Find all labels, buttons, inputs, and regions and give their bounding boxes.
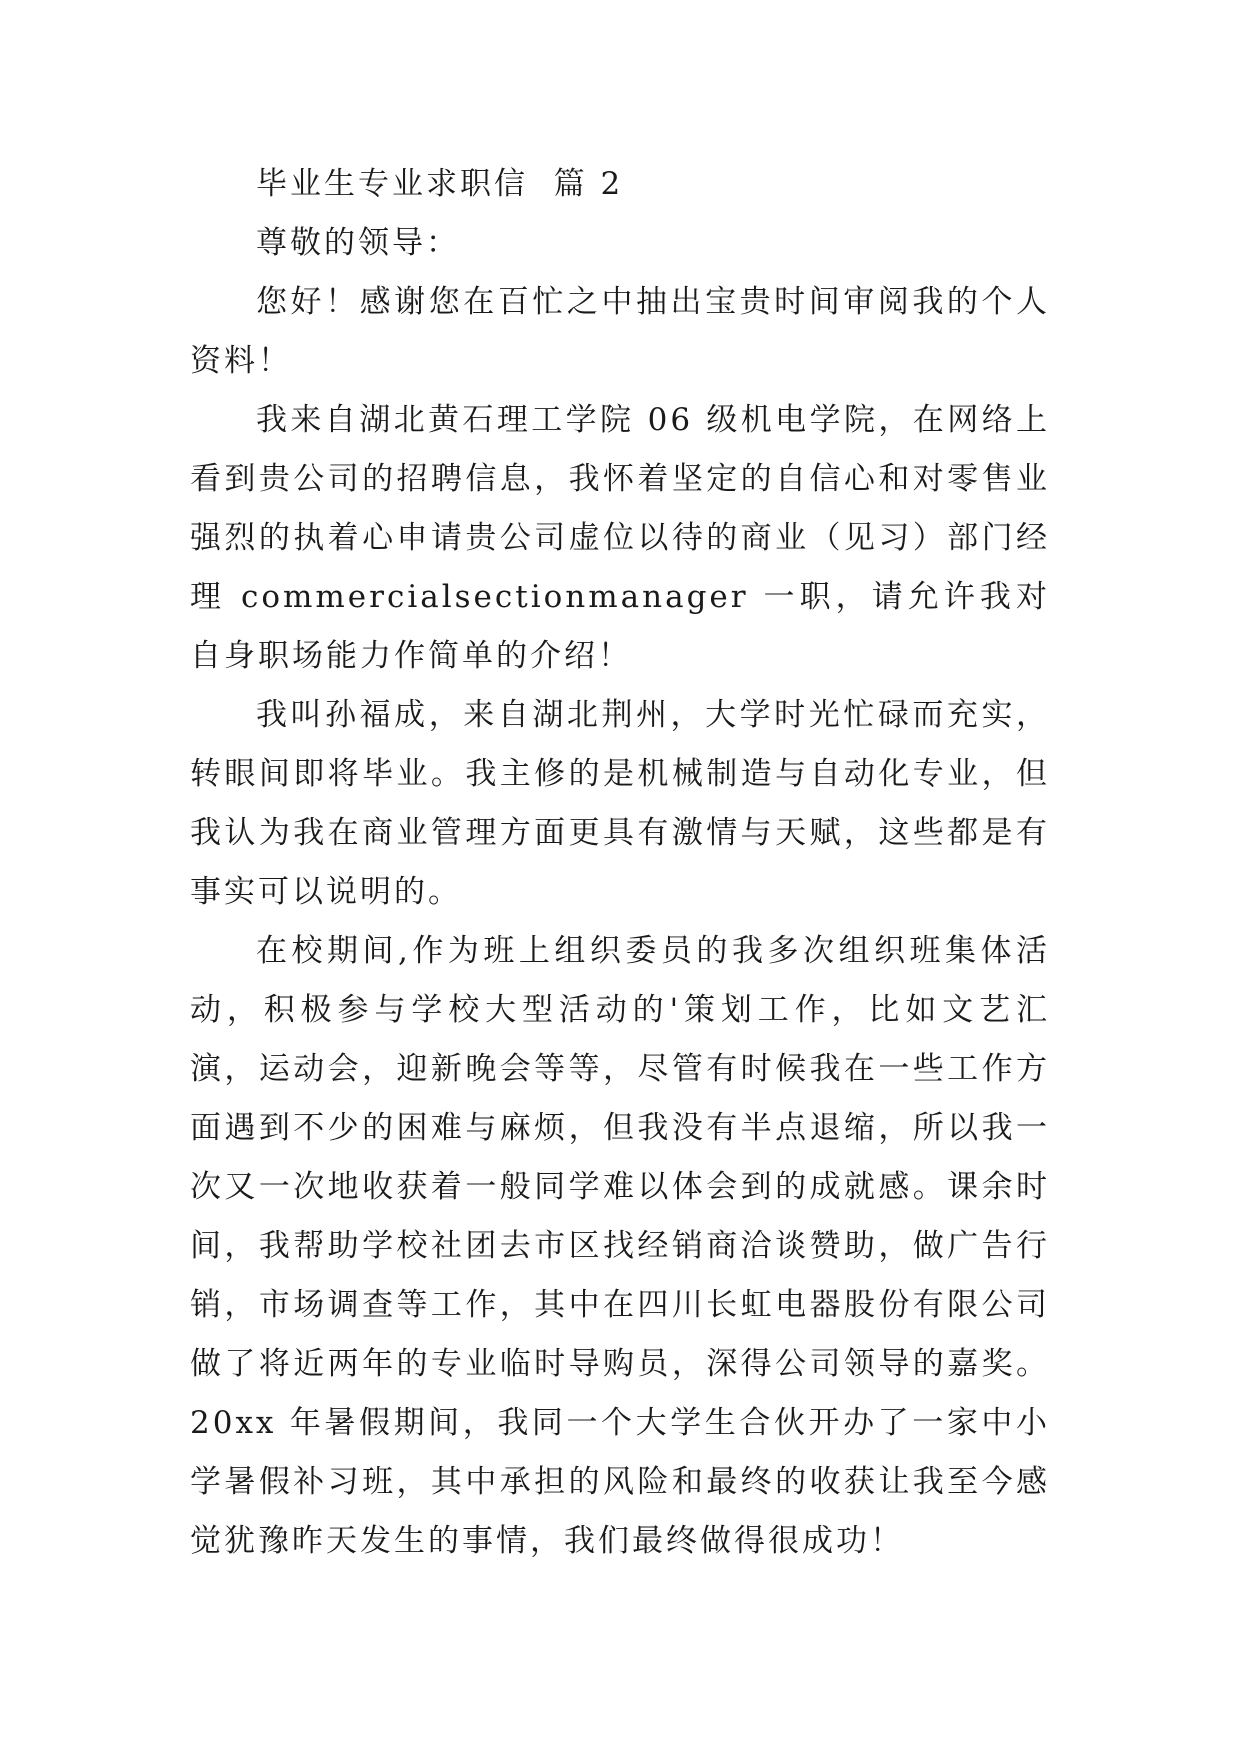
- paragraph-application: 我来自湖北黄石理工学院 06 级机电学院，在网络上看到贵公司的招聘信息，我怀着坚定的自信心和对零售业强烈的执着心申请贵公司虚位以待的商业（见习）部门经理 commercialsectionmanager 一职，请允许我对自身职场能力作简单的介绍！: [190, 402, 1050, 674]
- document-title: 毕业生专业求职信 篇 2: [256, 166, 624, 202]
- letter-body: [190, 155, 1050, 1571]
- paragraph-introduction: 我叫孙福成，来自湖北荆州，大学时光忙碌而充实，转眼间即将毕业。我主修的是机械制造与自动化专业，但我认为我在商业管理方面更具有激情与天赋，这些都是有事实可以说明的。: [190, 697, 1050, 910]
- salutation: 尊敬的领导：: [256, 225, 460, 261]
- paragraph-experience: 在校期间,作为班上组织委员的我多次组织班集体活动，积极参与学校大型活动的'策划工作，比如文艺汇演，运动会，迎新晚会等等，尽管有时候我在一些工作方面遇到不少的困难与麻烦，但我没有半点退缩，所以我一次又一次地收获着一般同学难以体会到的成就感。课余时间，我帮助学校社团去市区找经销商洽谈赞助，做广告行销，市场调查等工作，其中在四川长虹电器股份有限公司做了将近两年的专业临时导购员，深得公司领导的嘉奖。20xx 年暑假期间，我同一个大学生合伙开办了一家中小学暑假补习班，其中承担的风险和最终的收获让我至今感觉犹豫昨天发生的事情，我们最终做得很成功！: [190, 933, 1050, 1559]
- paragraph-greeting: 您好！感谢您在百忙之中抽出宝贵时间审阅我的个人资料！: [190, 284, 1050, 379]
